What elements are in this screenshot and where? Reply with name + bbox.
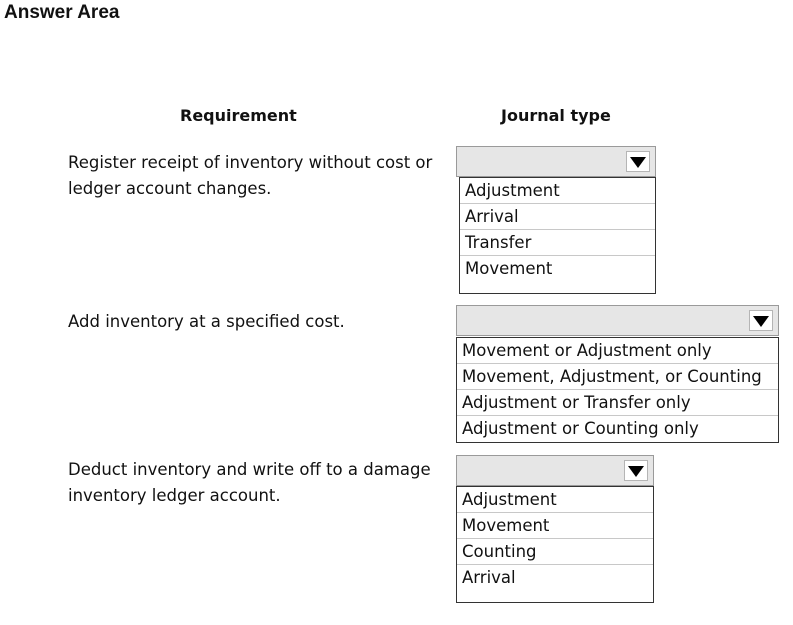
journal-type-options-3 — [456, 486, 654, 603]
requirement-header: Requirement — [180, 106, 297, 125]
option-movement-or-adjustment-only[interactable]: Movement or Adjustment only — [457, 338, 778, 364]
journal-type-dropdown-2[interactable] — [456, 305, 779, 336]
requirement-3-text — [68, 457, 431, 509]
journal-type-options-2 — [456, 337, 779, 443]
journal-type-header: Journal type — [501, 106, 611, 125]
chevron-down-icon[interactable] — [626, 151, 650, 172]
answer-area-title: Answer Area — [4, 2, 120, 23]
requirement-2-line-1: Add inventory at a specified cost. — [68, 312, 345, 331]
requirement-1-line-2: ledger account changes. — [68, 179, 272, 198]
journal-type-dropdown-1[interactable] — [456, 146, 656, 177]
option-adjustment[interactable]: Adjustment — [460, 178, 655, 204]
option-movement[interactable]: Movement — [465, 259, 553, 278]
option-movement[interactable]: Movement — [457, 513, 653, 539]
option-movement-adjustment-or-counting[interactable]: Movement, Adjustment, or Counting — [457, 364, 778, 390]
journal-type-dropdown-3[interactable] — [456, 455, 654, 486]
requirement-1-text — [68, 150, 432, 202]
requirement-3-line-2: inventory ledger account. — [68, 486, 281, 505]
requirement-3-line-1: Deduct inventory and write off to a damage — [68, 460, 431, 479]
chevron-down-icon[interactable] — [624, 460, 648, 481]
option-arrival[interactable]: Arrival — [460, 204, 655, 230]
journal-type-options-1 — [459, 177, 656, 294]
option-adjustment[interactable]: Adjustment — [457, 487, 653, 513]
chevron-down-icon[interactable] — [749, 310, 773, 331]
option-adjustment-or-counting-only[interactable]: Adjustment or Counting only — [462, 419, 699, 438]
requirement-1-line-1: Register receipt of inventory without cost or — [68, 153, 433, 172]
option-counting[interactable]: Counting — [457, 539, 653, 565]
option-transfer[interactable]: Transfer — [460, 230, 655, 256]
option-adjustment-or-transfer-only[interactable]: Adjustment or Transfer only — [457, 390, 778, 416]
requirement-2-text — [68, 309, 345, 335]
option-arrival[interactable]: Arrival — [462, 568, 516, 587]
